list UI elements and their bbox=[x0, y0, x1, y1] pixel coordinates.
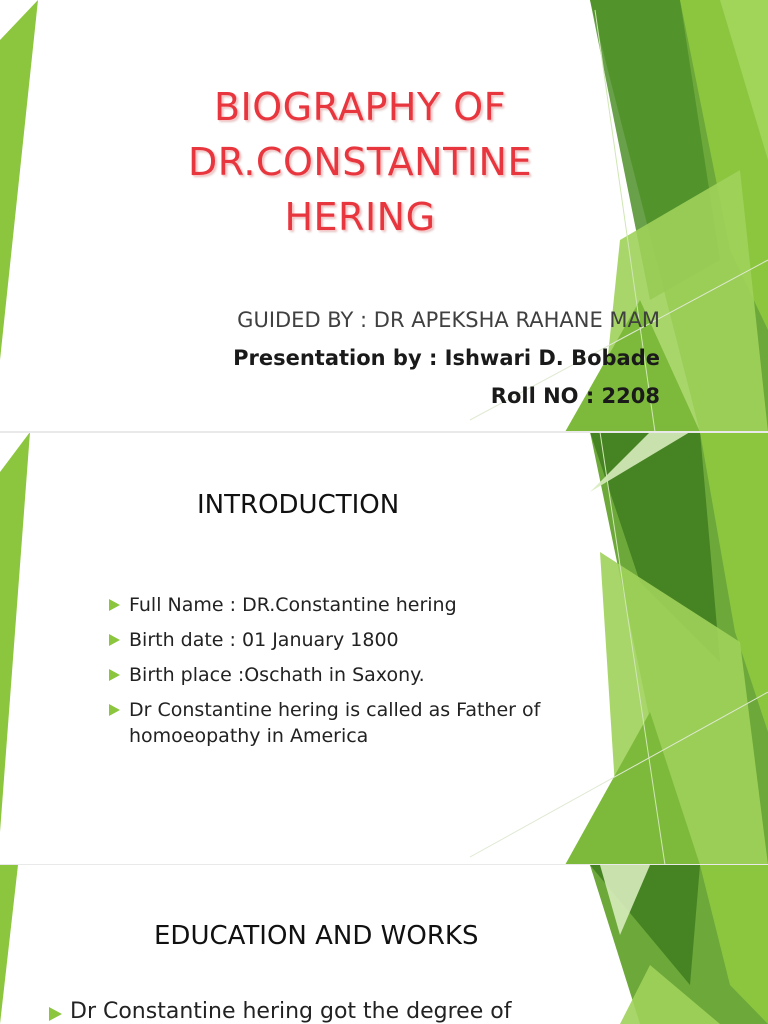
presented-by-text: Presentation by : Ishwari D. Bobade bbox=[233, 346, 660, 370]
slide-introduction bbox=[0, 432, 768, 865]
title-line-2: DR.CONSTANTINE bbox=[188, 140, 532, 184]
triangle-right-icon bbox=[109, 704, 120, 716]
section-heading: INTRODUCTION bbox=[197, 490, 400, 520]
guided-by-text: GUIDED BY : DR APEKSHA RAHANE MAM bbox=[237, 308, 660, 332]
triangle-right-icon bbox=[109, 669, 120, 681]
triangle-right-icon bbox=[49, 1007, 62, 1021]
slide-title bbox=[0, 0, 768, 432]
roll-number-text: Roll NO : 2208 bbox=[490, 384, 660, 408]
list-item: Full Name : DR.Constantine hering bbox=[108, 592, 578, 618]
bullet-list bbox=[108, 592, 578, 758]
bullet-list bbox=[48, 999, 568, 1024]
presentation-title bbox=[150, 80, 570, 245]
slide-divider bbox=[0, 431, 768, 433]
section-heading: EDUCATION AND WORKS bbox=[154, 921, 479, 951]
list-item: Dr Constantine hering is called as Father of homoeopathy in America bbox=[108, 697, 578, 749]
list-item: Birth date : 01 January 1800 bbox=[108, 627, 578, 653]
list-item: Dr Constantine hering got the degree of bbox=[48, 999, 568, 1024]
slide-education bbox=[0, 865, 768, 1024]
title-line-1: BIOGRAPHY OF bbox=[213, 85, 507, 129]
title-line-3: HERING bbox=[284, 195, 436, 239]
list-item: Birth place :Oschath in Saxony. bbox=[108, 662, 578, 688]
triangle-right-icon bbox=[109, 599, 120, 611]
triangle-right-icon bbox=[109, 634, 120, 646]
